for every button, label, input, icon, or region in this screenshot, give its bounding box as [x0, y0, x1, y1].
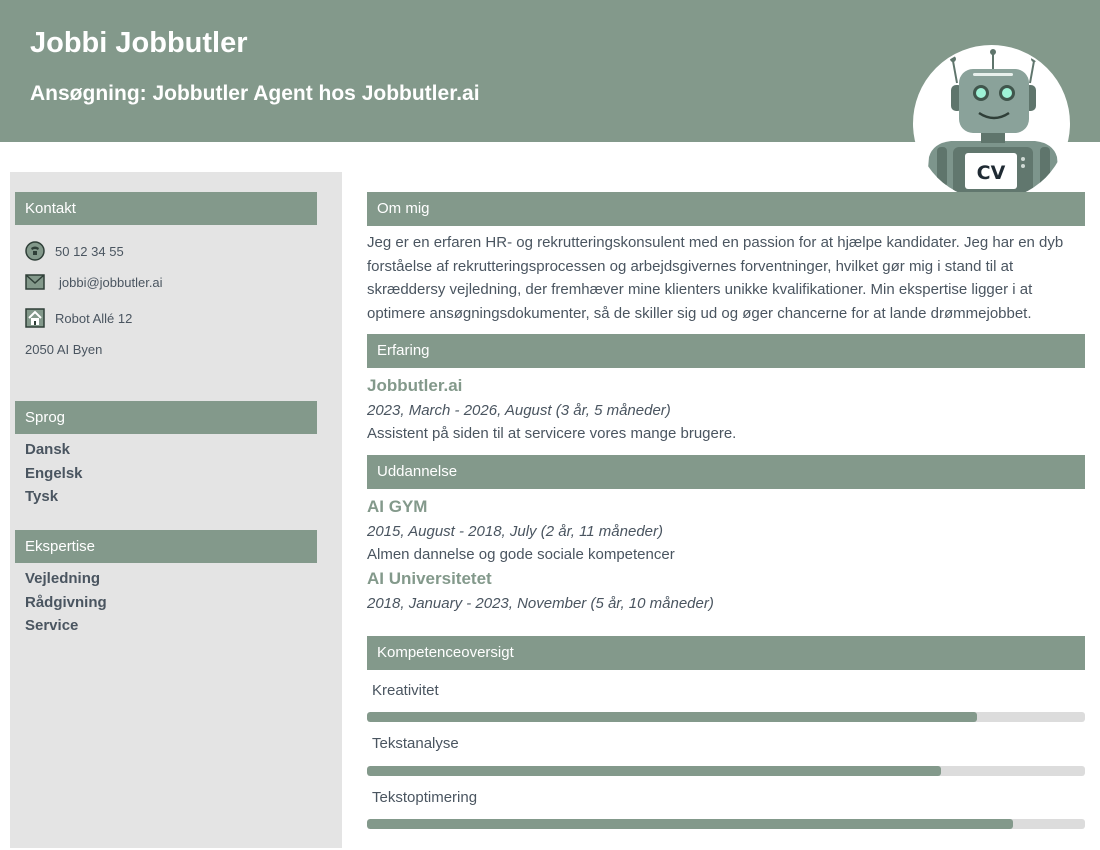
contact-heading: Kontakt [15, 192, 317, 225]
skill-bar [367, 819, 1085, 829]
phone-number[interactable]: 50 12 34 55 [55, 243, 124, 259]
expertise-item: Service [25, 617, 79, 634]
education-heading: Uddannelse [367, 455, 1085, 489]
skill-bar [367, 712, 1085, 722]
mail-icon [25, 272, 45, 292]
education-description: Almen dannelse og gode sociale kompetencer [367, 546, 675, 563]
application-title: Ansøgning: Jobbutler Agent hos Jobbutler.ai [30, 82, 480, 105]
phone-icon [25, 241, 45, 261]
about-text: Jeg er en erfaren HR- og rekrutteringskonsulent med en passion for at hjælpe kandidater. Jeg har en dyb forståelse af rekrutteringsprocessen og arbejdsgivernes forventninger, hvilket gør mig i stand til at skræddersy vejledning, der fremhæver mine klienters unikke kvalifikationer. Min ekspertise ligger i at optimere ansøgningsdokumenter, så de skiller sig ud og øger chancerne for at lande drømmejobbet. [367, 234, 1064, 322]
candidate-name: Jobbi Jobbutler [30, 27, 248, 59]
skill-bar [367, 766, 1085, 776]
experience-heading: Erfaring [367, 334, 1085, 368]
experience-org: Jobbutler.ai [367, 376, 463, 395]
contact-address [25, 308, 132, 328]
expertise-heading: Ekspertise [15, 530, 317, 563]
education-period: 2018, January - 2023, November (5 år, 10 måneder) [367, 595, 714, 612]
contact-city [25, 342, 102, 357]
education-org: AI GYM [367, 497, 428, 516]
address-line-2: 2050 AI Byen [25, 342, 103, 357]
language-item: Tysk [25, 488, 59, 505]
expertise-item: Vejledning [25, 570, 101, 587]
contact-phone [25, 241, 124, 261]
robot-avatar [913, 45, 1070, 202]
robot-icon [915, 47, 1070, 202]
education-org: AI Universitetet [367, 569, 492, 588]
skill-label: Tekstanalyse [372, 735, 459, 752]
skill-bar-fill [367, 712, 977, 722]
skill-bar-fill [367, 766, 941, 776]
skills-heading: Kompetenceoversigt [367, 636, 1085, 670]
experience-period: 2023, March - 2026, August (3 år, 5 måneder) [367, 402, 671, 419]
language-item: Dansk [25, 441, 71, 458]
experience-description: Assistent på siden til at servicere vores mange brugere. [367, 425, 737, 442]
skill-label: Tekstoptimering [372, 789, 478, 806]
expertise-item: Rådgivning [25, 594, 107, 611]
skill-bar-fill [367, 819, 1013, 829]
skill-label: Kreativitet [372, 682, 439, 699]
svg-text:CV: CV [976, 162, 1006, 184]
languages-heading: Sprog [15, 401, 317, 434]
education-period: 2015, August - 2018, July (2 år, 11 måneder) [367, 523, 664, 540]
about-heading: Om mig [367, 192, 1085, 226]
email-address[interactable]: jobbi@jobbutler.ai [59, 274, 163, 290]
contact-email [25, 272, 163, 292]
language-item: Engelsk [25, 465, 83, 482]
address-line-1: Robot Allé 12 [55, 310, 133, 326]
home-icon [25, 308, 45, 328]
